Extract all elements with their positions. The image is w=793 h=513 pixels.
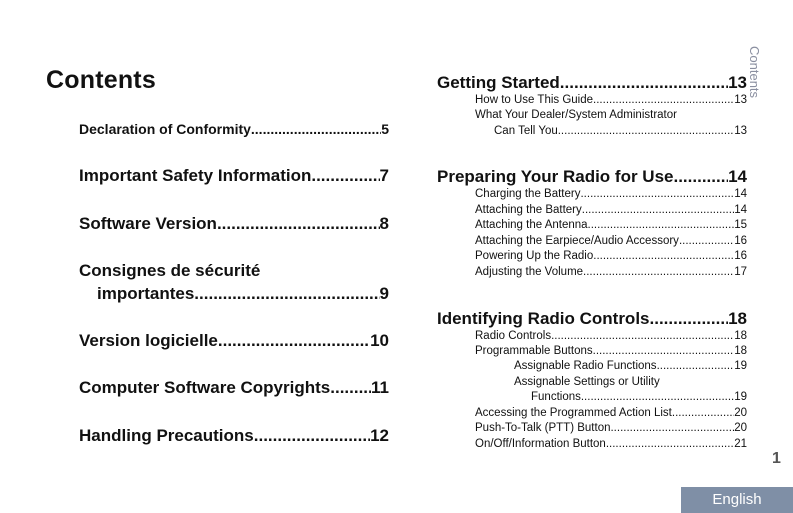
- toc-label: Getting Started: [437, 73, 560, 92]
- toc-subentry[interactable]: [475, 345, 747, 357]
- toc-page: 13: [734, 125, 747, 137]
- toc-subentry[interactable]: [475, 330, 747, 342]
- toc-leader: [588, 219, 735, 231]
- page-number: 1: [772, 450, 781, 467]
- toc-page: 18: [734, 345, 747, 357]
- toc-subentry[interactable]: [514, 360, 747, 372]
- toc-label: Attaching the Antenna: [475, 219, 588, 231]
- toc-leader: [583, 266, 734, 278]
- toc-label: Declaration of Conformity: [79, 121, 251, 137]
- toc-leader: [194, 284, 379, 304]
- toc-section-getting-started[interactable]: [437, 73, 747, 93]
- toc-leader: [672, 407, 734, 419]
- toc-entry-consignes-line1[interactable]: Consignes de sécurité: [79, 261, 261, 280]
- toc-leader: [581, 391, 734, 403]
- toc-subentry-line1[interactable]: Assignable Settings or Utility: [514, 376, 660, 388]
- toc-page: 19: [734, 391, 747, 403]
- toc-leader: [218, 331, 370, 351]
- toc-label: Version logicielle: [79, 331, 218, 350]
- toc-page: 20: [734, 422, 747, 434]
- toc-page: 10: [370, 331, 389, 350]
- toc-leader: [610, 422, 734, 434]
- toc-leader: [560, 73, 728, 93]
- toc-page: 14: [734, 188, 747, 200]
- toc-page: 8: [379, 214, 389, 233]
- toc-subentry[interactable]: [475, 219, 747, 231]
- toc-subentry[interactable]: [475, 188, 747, 200]
- toc-label: Radio Controls: [475, 330, 552, 342]
- toc-entry-safety[interactable]: [79, 166, 389, 186]
- toc-subentry[interactable]: [475, 266, 747, 278]
- toc-page: 19: [734, 360, 747, 372]
- toc-leader: [311, 166, 379, 186]
- toc-label: Computer Software Copyrights: [79, 378, 331, 397]
- toc-page: 11: [371, 378, 389, 397]
- toc-section-preparing-radio[interactable]: [437, 167, 747, 187]
- toc-subentry[interactable]: [475, 235, 747, 247]
- toc-page: 13: [734, 94, 747, 106]
- toc-leader: [558, 125, 734, 137]
- toc-page: 9: [379, 284, 389, 303]
- toc-page: 14: [734, 204, 747, 216]
- toc-subentry-line1[interactable]: What Your Dealer/System Administrator: [475, 109, 677, 121]
- toc-label: How to Use This Guide: [475, 94, 594, 106]
- toc-entry-consignes[interactable]: [97, 284, 389, 304]
- toc-entry-copyrights[interactable]: [79, 378, 389, 398]
- toc-leader: [679, 235, 734, 247]
- toc-leader: [673, 167, 728, 187]
- toc-subentry[interactable]: [475, 250, 747, 262]
- toc-label: Attaching the Earpiece/Audio Accessory: [475, 235, 679, 247]
- toc-leader: [251, 121, 381, 137]
- toc-label: importantes: [97, 284, 195, 303]
- toc-label: Powering Up the Radio: [475, 250, 594, 262]
- toc-page: 12: [370, 426, 389, 445]
- toc-label: Push-To-Talk (PTT) Button: [475, 422, 611, 434]
- toc-entry-version-logicielle[interactable]: [79, 331, 389, 351]
- toc-subentry[interactable]: [475, 204, 747, 216]
- page-title: Contents: [46, 66, 156, 94]
- toc-label: Important Safety Information: [79, 166, 312, 185]
- toc-page: 21: [734, 438, 747, 450]
- toc-section-radio-controls[interactable]: [437, 309, 747, 329]
- toc-subentry[interactable]: [531, 391, 747, 403]
- toc-subentry[interactable]: [475, 94, 747, 106]
- toc-leader: [217, 214, 380, 234]
- toc-page: 18: [734, 330, 747, 342]
- toc-subentry[interactable]: [475, 438, 747, 450]
- toc-leader: [606, 438, 734, 450]
- toc-page: 15: [734, 219, 747, 231]
- toc-subentry[interactable]: [475, 407, 747, 419]
- toc-label: Software Version: [79, 214, 217, 233]
- toc-page: 16: [734, 250, 747, 262]
- toc-label: Attaching the Battery: [475, 204, 582, 216]
- toc-leader: [593, 345, 735, 357]
- toc-leader: [593, 94, 734, 106]
- language-tab: English: [681, 487, 793, 513]
- toc-label: Handling Precautions: [79, 426, 254, 445]
- toc-page: 7: [379, 166, 389, 185]
- toc-leader: [330, 378, 371, 398]
- toc-leader: [650, 309, 729, 329]
- toc-label: Adjusting the Volume: [475, 266, 584, 278]
- toc-leader: [551, 330, 734, 342]
- toc-entry-software-version[interactable]: [79, 214, 389, 234]
- toc-label: Functions: [531, 391, 581, 403]
- toc-page: 18: [728, 309, 747, 328]
- toc-label: Programmable Buttons: [475, 345, 593, 357]
- toc-entry-handling[interactable]: [79, 426, 389, 446]
- toc-page: 5: [381, 121, 389, 137]
- toc-label: Assignable Radio Functions: [514, 360, 657, 372]
- side-tab-label: Contents: [747, 46, 762, 99]
- toc-page: 13: [728, 73, 747, 92]
- toc-page: 20: [734, 407, 747, 419]
- toc-leader: [657, 360, 735, 372]
- toc-leader: [582, 204, 734, 216]
- toc-label: Can Tell You: [494, 125, 558, 137]
- toc-leader: [254, 426, 370, 446]
- toc-label: Preparing Your Radio for Use: [437, 167, 674, 186]
- toc-subentry[interactable]: [494, 125, 747, 137]
- toc-label: On/Off/Information Button: [475, 438, 606, 450]
- toc-label: Charging the Battery: [475, 188, 581, 200]
- toc-label: Accessing the Programmed Action List: [475, 407, 672, 419]
- side-section-tab: [747, 46, 789, 106]
- toc-label: Identifying Radio Controls: [437, 309, 650, 328]
- toc-page: 16: [734, 235, 747, 247]
- toc-page: 17: [734, 266, 747, 278]
- toc-leader: [580, 188, 734, 200]
- toc-page: 14: [728, 167, 747, 186]
- toc-subentry[interactable]: [475, 422, 747, 434]
- toc-leader: [593, 250, 734, 262]
- toc-entry-declaration[interactable]: [79, 121, 389, 137]
